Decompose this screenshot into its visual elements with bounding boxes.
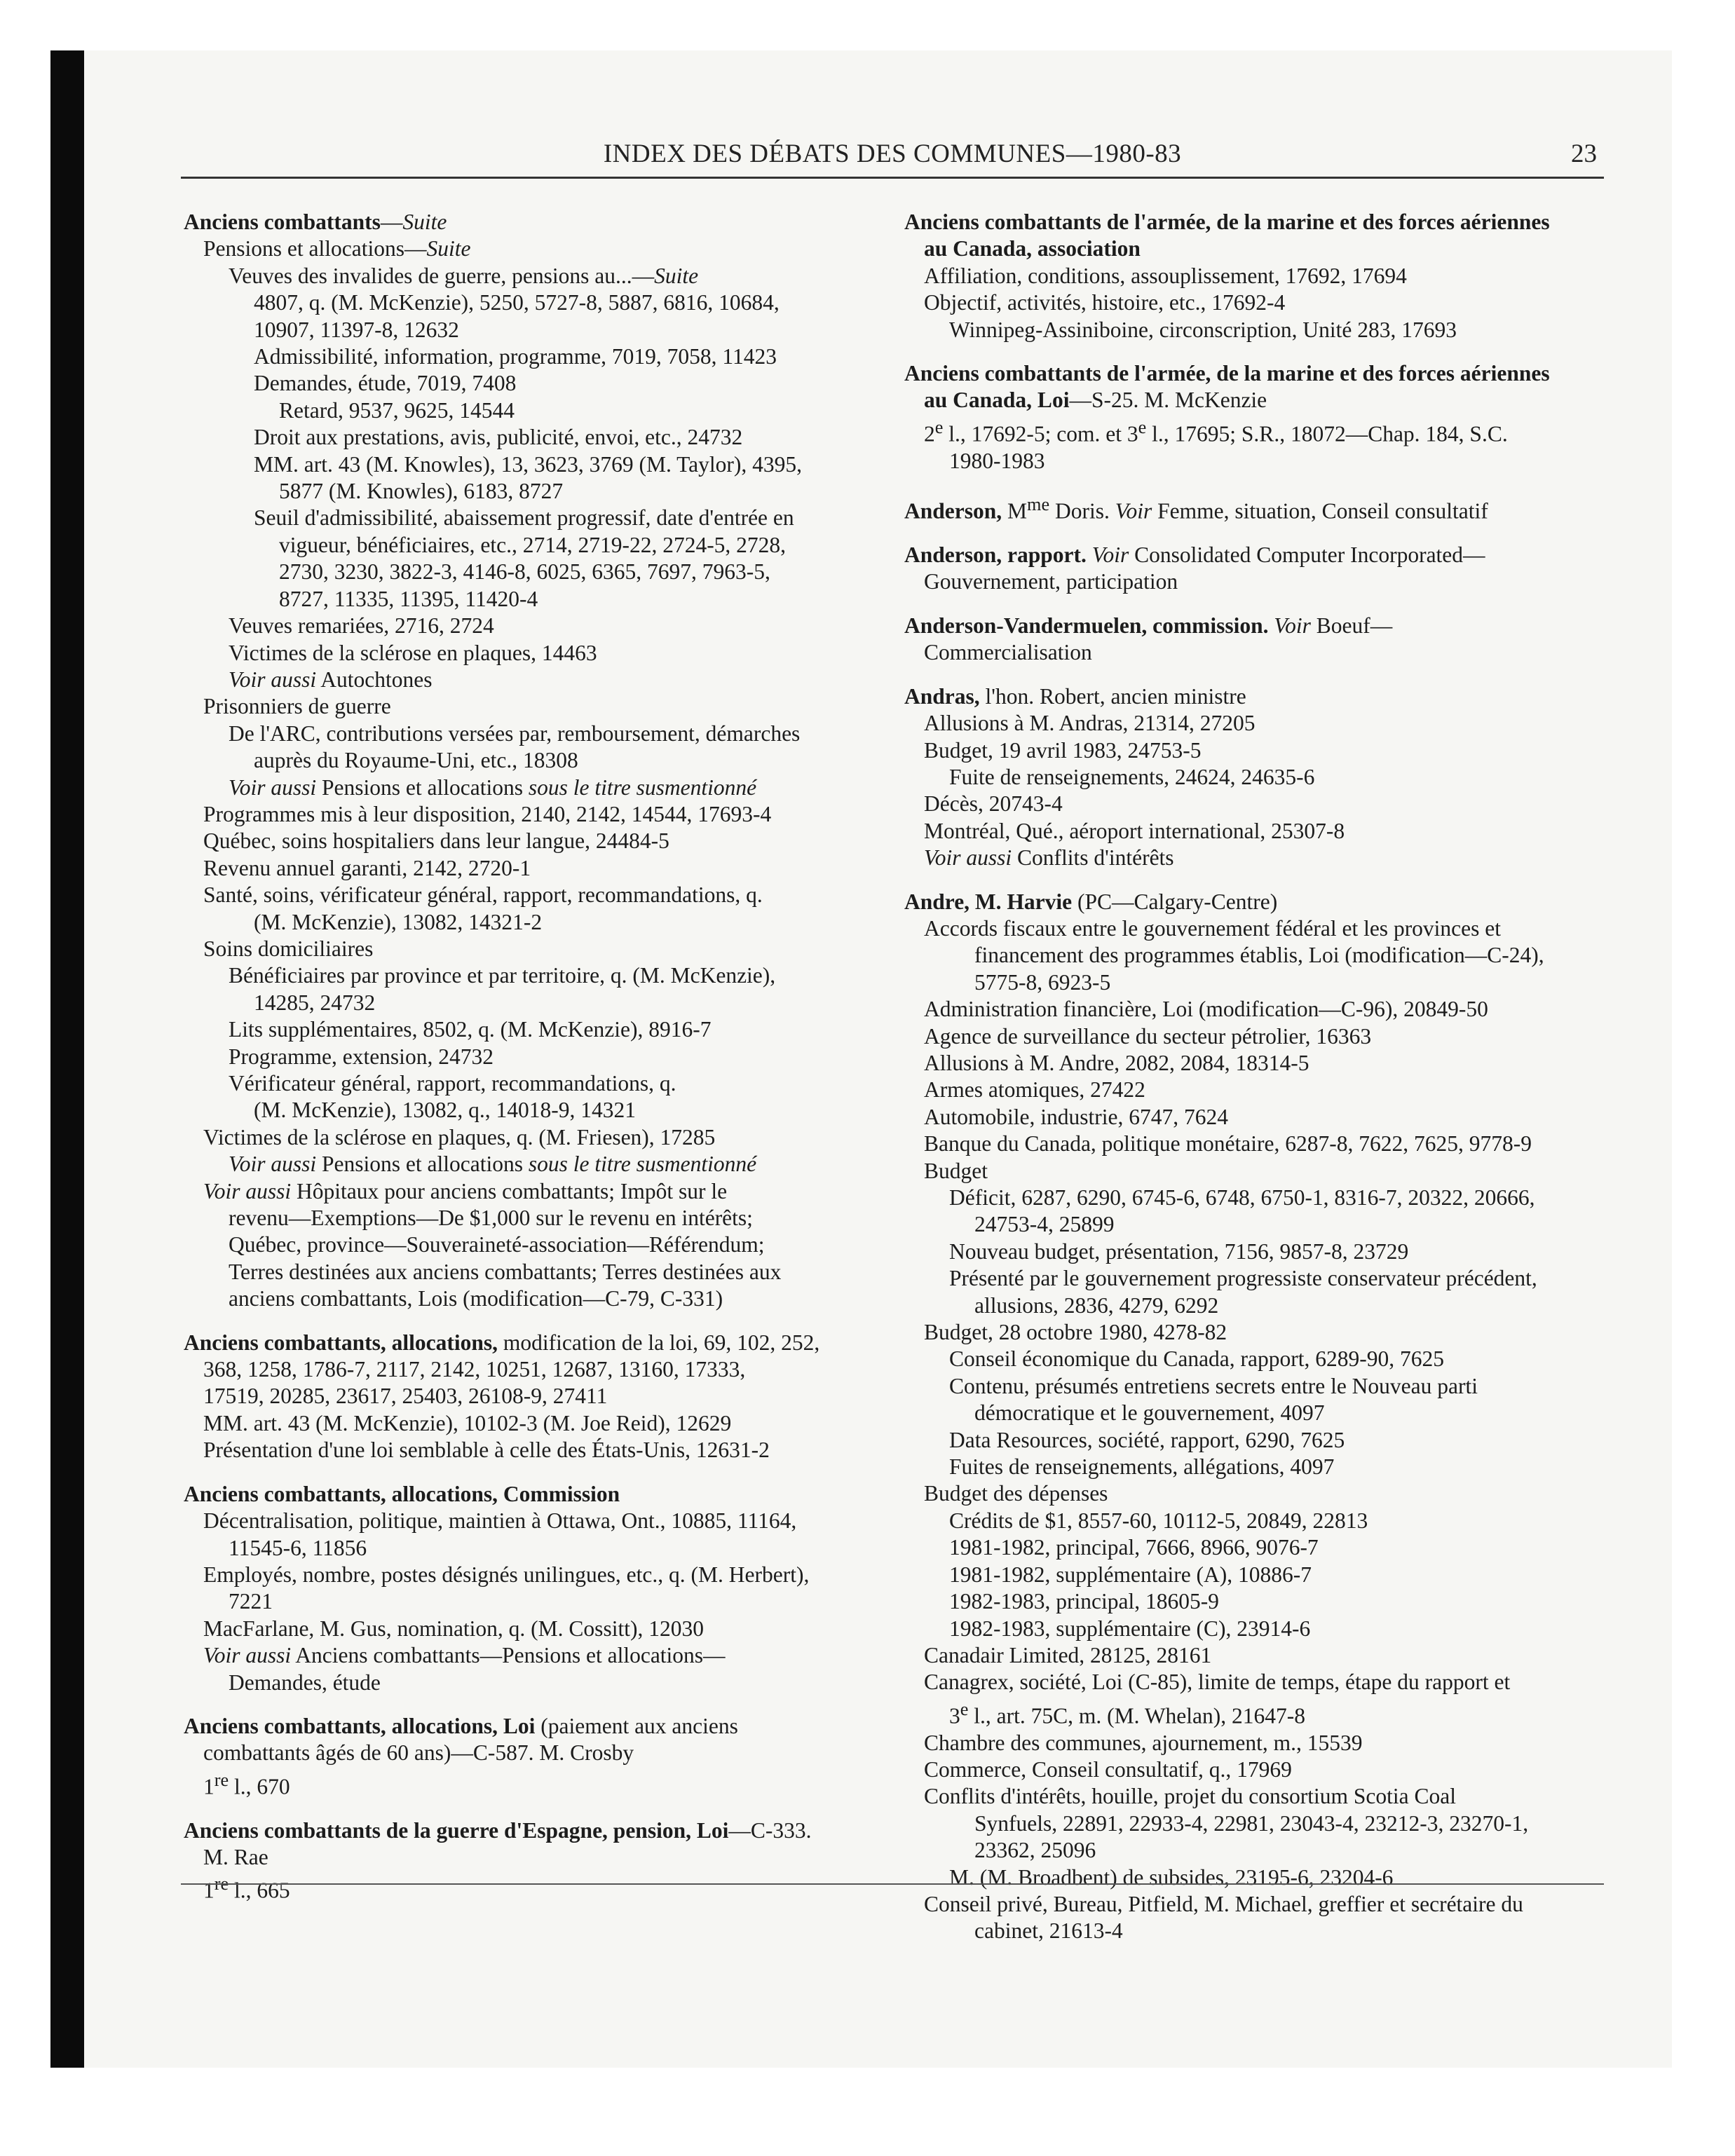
cross-reference-label: Voir aussi bbox=[229, 775, 317, 800]
entry-subline bbox=[904, 915, 1612, 942]
entry-text: Accords fiscaux entre le gouvernement fédéral et les provinces et bbox=[924, 915, 1502, 941]
entry-text: 5775-8, 6923-5 bbox=[974, 969, 1111, 995]
page-header bbox=[181, 139, 1604, 179]
entry-text: (paiement aux anciens bbox=[535, 1713, 738, 1738]
entry-subline bbox=[184, 1356, 885, 1383]
entry-text: Chambre des communes, ajournement, m., 15539 bbox=[924, 1730, 1363, 1755]
entry-subline bbox=[184, 1588, 885, 1615]
entry-term: au Canada, association bbox=[924, 236, 1141, 261]
cross-reference-label: Voir bbox=[1115, 498, 1152, 524]
entry-subline bbox=[904, 1918, 1612, 1944]
entry-subline bbox=[184, 962, 885, 989]
entry-text: Consolidated Computer Incorporated— bbox=[1129, 543, 1485, 568]
index-entry bbox=[904, 209, 1612, 343]
entry-subline bbox=[184, 828, 885, 854]
entry-subline bbox=[904, 791, 1612, 817]
entry-term: Anciens combattants de l'armée, de la marine et des forces aériennes bbox=[904, 361, 1550, 386]
entry-text: Droit aux prestations, avis, publicité, envoi, etc., 24732 bbox=[254, 425, 743, 450]
entry-subline bbox=[184, 936, 885, 962]
entry-subline bbox=[184, 263, 885, 289]
entry-text: M. (M. Broadbent) de subsides, 23195-6, 23204-6 bbox=[949, 1864, 1394, 1890]
entry-subline bbox=[904, 1891, 1612, 1918]
entry-subline bbox=[184, 667, 885, 693]
entry-subline bbox=[904, 1239, 1612, 1265]
entry-text: Budget des dépenses bbox=[924, 1481, 1108, 1506]
entry-subline bbox=[184, 1151, 885, 1178]
scan-edge-shadow bbox=[50, 50, 84, 2068]
entry-text: Commerce, Conseil consultatif, q., 17969 bbox=[924, 1757, 1292, 1782]
entry-text: Conflits d'intérêts, houille, projet du consortium Scotia Coal bbox=[924, 1784, 1456, 1809]
entry-text: 5877 (M. Knowles), 6183, 8727 bbox=[279, 479, 564, 504]
entry-text: Conseil privé, Bureau, Pitfield, M. Michael, greffier et secrétaire du bbox=[924, 1892, 1523, 1917]
entry-text: Soins domiciliaires bbox=[203, 936, 374, 961]
entry-text: Bénéficiaires par province et par territoire, q. (M. McKenzie), bbox=[229, 963, 776, 988]
entry-text: Boeuf— bbox=[1310, 613, 1393, 638]
entry-text: (M. McKenzie), 13082, 14321-2 bbox=[254, 909, 543, 934]
entry-text: Victimes de la sclérose en plaques, q. (M. Friesen), 17285 bbox=[203, 1124, 716, 1149]
entry-text: Gouvernement, participation bbox=[924, 569, 1178, 594]
entry-term: Anciens combattants, allocations, bbox=[184, 1330, 498, 1355]
entry-text: Budget bbox=[924, 1158, 988, 1183]
entry-text: Budget, 19 avril 1983, 24753-5 bbox=[924, 737, 1202, 763]
entry-heading-line bbox=[184, 1481, 885, 1508]
entry-subline bbox=[184, 370, 885, 397]
entry-text: Terres destinées aux anciens combattants; Terres destinées aux bbox=[229, 1259, 782, 1284]
entry-subline bbox=[904, 1373, 1612, 1400]
entry-subline bbox=[184, 909, 885, 936]
entry-subline bbox=[904, 710, 1612, 737]
entry-subline bbox=[904, 1400, 1612, 1426]
entry-text: me bbox=[1027, 494, 1050, 515]
entry-text: Programmes mis à leur disposition, 2140, 2142, 14544, 17693-4 bbox=[203, 801, 772, 826]
entry-subline bbox=[184, 1535, 885, 1562]
index-entry bbox=[904, 613, 1612, 667]
entry-text: Veuves remariées, 2716, 2724 bbox=[229, 613, 494, 639]
entry-text: 24753-4, 25899 bbox=[974, 1212, 1115, 1237]
entry-subline bbox=[904, 1588, 1612, 1615]
entry-subline bbox=[904, 1508, 1612, 1534]
entry-subline bbox=[904, 1131, 1612, 1157]
entry-text: combattants âgés de 60 ans)—C-587. M. Crosby bbox=[203, 1740, 634, 1766]
entry-text: e bbox=[960, 1698, 969, 1719]
entry-text: Pensions et allocations bbox=[316, 1152, 529, 1177]
entry-term: Anciens combattants, allocations, Commission bbox=[184, 1481, 620, 1506]
entry-subline bbox=[184, 1767, 885, 1801]
entry-subline bbox=[184, 478, 885, 505]
entry-subline bbox=[904, 737, 1612, 764]
entry-text: 7221 bbox=[229, 1589, 273, 1614]
entry-text: Admissibilité, information, programme, 7019, 7058, 11423 bbox=[254, 344, 777, 369]
entry-text: 2730, 3230, 3822-3, 4146-8, 6025, 6365, 7697, 7963-5, bbox=[279, 559, 770, 585]
entry-subline bbox=[184, 1562, 885, 1588]
cross-reference-label: Suite bbox=[654, 263, 699, 288]
entry-text: Commercialisation bbox=[924, 640, 1092, 665]
entry-subline bbox=[904, 236, 1612, 262]
entry-text: Déficit, 6287, 6290, 6745-6, 6748, 6750-1, 8316-7, 20322, 20666, bbox=[949, 1185, 1535, 1210]
entry-text: vigueur, bénéficiaires, etc., 2714, 2719-22, 2724-5, 2728, bbox=[279, 532, 787, 557]
entry-subline bbox=[184, 1410, 885, 1437]
entry-text: Prisonniers de guerre bbox=[203, 694, 391, 719]
entry-text: Pensions et allocations bbox=[316, 775, 529, 800]
entry-subline bbox=[904, 387, 1612, 414]
entry-subline bbox=[904, 1454, 1612, 1480]
entry-text: revenu—Exemptions—De $1,000 sur le revenu en intérêts; bbox=[229, 1206, 753, 1231]
entry-text: 1982-1983, principal, 18605-9 bbox=[949, 1589, 1219, 1614]
entry-subline bbox=[184, 1124, 885, 1151]
entry-text: Budget, 28 octobre 1980, 4278-82 bbox=[924, 1320, 1227, 1345]
entry-subline bbox=[184, 1383, 885, 1410]
entry-subline bbox=[184, 1070, 885, 1097]
entry-subline bbox=[904, 1346, 1612, 1372]
entry-subline bbox=[904, 1427, 1612, 1454]
entry-heading-line bbox=[904, 613, 1612, 639]
entry-text: anciens combattants, Lois (modification—C-79, C-331) bbox=[229, 1286, 723, 1311]
entry-subline bbox=[184, 424, 885, 451]
entry-subline bbox=[904, 1023, 1612, 1050]
entry-text: Nouveau budget, présentation, 7156, 9857-8, 23729 bbox=[949, 1239, 1409, 1264]
entry-subline bbox=[904, 639, 1612, 666]
index-entry bbox=[904, 889, 1612, 1945]
entry-text: Décès, 20743-4 bbox=[924, 791, 1063, 817]
entry-text: Crédits de $1, 8557-60, 10112-5, 20849, 22813 bbox=[949, 1508, 1368, 1533]
entry-subline bbox=[184, 721, 885, 747]
entry-subline bbox=[904, 1730, 1612, 1756]
entry-subline bbox=[184, 586, 885, 613]
entry-text: l., 17692-5; com. et 3 bbox=[943, 421, 1138, 446]
entry-heading-line bbox=[904, 360, 1612, 387]
entry-text: 14285, 24732 bbox=[254, 990, 376, 1015]
entry-subline bbox=[184, 1205, 885, 1231]
entry-subline bbox=[904, 845, 1612, 871]
cross-reference-label: sous le titre susmentionné bbox=[528, 1152, 757, 1177]
cross-reference-label: Voir aussi bbox=[229, 667, 317, 692]
cross-reference-label: Voir aussi bbox=[924, 845, 1012, 871]
entry-text: l'hon. Robert, ancien ministre bbox=[979, 683, 1246, 709]
entry-text: Winnipeg-Assiniboine, circonscription, Unité 283, 17693 bbox=[949, 317, 1457, 342]
entry-heading-line bbox=[904, 542, 1612, 568]
entry-subline bbox=[184, 1670, 885, 1696]
entry-heading-line bbox=[184, 1713, 885, 1740]
entry-text: Hôpitaux pour anciens combattants; Impôt sur le bbox=[291, 1178, 728, 1203]
entry-subline bbox=[184, 343, 885, 370]
entry-heading-line bbox=[184, 1330, 885, 1356]
entry-subline bbox=[184, 882, 885, 908]
entry-subline bbox=[904, 1642, 1612, 1669]
entry-subline bbox=[904, 1864, 1612, 1891]
entry-text: Pensions et allocations— bbox=[203, 236, 427, 261]
index-entry bbox=[184, 1817, 885, 1905]
entry-subline bbox=[904, 1783, 1612, 1810]
entry-subline bbox=[184, 317, 885, 343]
entry-text: Lits supplémentaires, 8502, q. (M. McKenzie), 8916-7 bbox=[229, 1017, 712, 1042]
entry-text: (PC—Calgary-Centre) bbox=[1072, 889, 1278, 914]
entry-subline bbox=[184, 559, 885, 585]
entry-subline bbox=[184, 801, 885, 828]
entry-text: 17519, 20285, 23617, 25403, 26108-9, 27411 bbox=[203, 1384, 608, 1409]
entry-subline bbox=[184, 1044, 885, 1070]
entry-subline bbox=[904, 1756, 1612, 1783]
entry-text: modification de la loi, 69, 102, 252, bbox=[498, 1330, 820, 1355]
entry-text: Femme, situation, Conseil consultatif bbox=[1152, 498, 1488, 524]
entry-text: 2 bbox=[924, 421, 935, 446]
entry-text: Employés, nombre, postes désignés unilingues, etc., q. (M. Herbert), bbox=[203, 1562, 810, 1587]
entry-text: Montréal, Qué., aéroport international, 25307-8 bbox=[924, 818, 1345, 843]
entry-heading-line bbox=[184, 209, 885, 236]
entry-text: (M. McKenzie), 13082, q., 14018-9, 14321 bbox=[254, 1098, 637, 1123]
entry-subline bbox=[904, 414, 1612, 448]
entry-text: M. Rae bbox=[203, 1845, 268, 1870]
entry-text: 23362, 25096 bbox=[974, 1838, 1096, 1863]
entry-subline bbox=[904, 448, 1612, 475]
entry-subline bbox=[904, 1050, 1612, 1077]
entry-text: 1 bbox=[203, 1878, 215, 1903]
entry-text: Décentralisation, politique, maintien à Ottawa, Ont., 10885, 11164, bbox=[203, 1508, 797, 1534]
entry-text: Objectif, activités, histoire, etc., 17692-4 bbox=[924, 290, 1286, 315]
cross-reference-label: sous le titre susmentionné bbox=[528, 775, 757, 800]
footer-rule bbox=[181, 1883, 1604, 1885]
entry-text: Allusions à M. Andras, 21314, 27205 bbox=[924, 711, 1256, 736]
entry-subline bbox=[904, 1562, 1612, 1588]
entry-text: démocratique et le gouvernement, 4097 bbox=[974, 1400, 1325, 1426]
index-entry bbox=[904, 491, 1612, 525]
entry-text: Affiliation, conditions, assouplissement, 17692, 17694 bbox=[924, 263, 1407, 288]
entry-subline bbox=[184, 1871, 885, 1904]
left-column bbox=[184, 209, 885, 1921]
entry-text: financement des programmes établis, Loi (modification—C-24), bbox=[974, 943, 1544, 968]
entry-subline bbox=[904, 317, 1612, 343]
entry-subline bbox=[184, 532, 885, 559]
entry-term: Andre, M. Harvie bbox=[904, 889, 1073, 914]
entry-heading-line bbox=[184, 1817, 885, 1844]
entry-text: 1981-1982, principal, 7666, 8966, 9076-7 bbox=[949, 1535, 1319, 1560]
entry-subline bbox=[184, 1016, 885, 1043]
entry-text: 3 bbox=[949, 1703, 960, 1728]
entry-term: Anciens combattants de l'armée, de la marine et des forces aériennes bbox=[904, 210, 1550, 234]
entry-subline bbox=[904, 1810, 1612, 1837]
entry-text: Demandes, étude, 7019, 7408 bbox=[254, 371, 517, 396]
entry-text: Contenu, présumés entretiens secrets entre le Nouveau parti bbox=[949, 1373, 1478, 1398]
entry-subline bbox=[904, 1211, 1612, 1238]
entry-text: 1982-1983, supplémentaire (C), 23914-6 bbox=[949, 1616, 1311, 1641]
entry-term: Anderson, bbox=[904, 498, 1002, 524]
entry-subline bbox=[184, 1437, 885, 1464]
index-entry bbox=[904, 360, 1612, 475]
entry-text: Conflits d'intérêts bbox=[1012, 845, 1174, 871]
entry-text: Armes atomiques, 27422 bbox=[924, 1077, 1145, 1103]
entry-subline bbox=[184, 1231, 885, 1258]
entry-text: Santé, soins, vérificateur général, rapport, recommandations, q. bbox=[203, 882, 763, 908]
entry-subline bbox=[904, 263, 1612, 289]
entry-subline bbox=[184, 855, 885, 882]
entry-text: allusions, 2836, 4279, 6292 bbox=[974, 1292, 1219, 1318]
entry-text: Canadair Limited, 28125, 28161 bbox=[924, 1642, 1212, 1667]
right-column bbox=[904, 209, 1612, 1962]
cross-reference-label: Voir bbox=[1274, 613, 1311, 638]
entry-text: Synfuels, 22891, 22933-4, 22981, 23043-4, 23212-3, 23270-1, bbox=[974, 1810, 1529, 1836]
entry-text: Autochtones bbox=[316, 667, 433, 692]
entry-subline bbox=[184, 613, 885, 639]
entry-text: 1 bbox=[203, 1774, 215, 1799]
index-entry bbox=[904, 542, 1612, 596]
index-entry bbox=[184, 1481, 885, 1696]
entry-subline bbox=[904, 1669, 1612, 1696]
entry-text: Présentation d'une loi semblable à celle des États-Unis, 12631-2 bbox=[203, 1438, 770, 1463]
entry-text: Allusions à M. Andre, 2082, 2084, 18314-5 bbox=[924, 1050, 1309, 1075]
entry-text: 11545-6, 11856 bbox=[229, 1535, 367, 1560]
entry-text: e bbox=[934, 416, 944, 437]
entry-text: Québec, province—Souveraineté-association—Référendum; bbox=[229, 1232, 765, 1257]
entry-text: Anciens combattants—Pensions et allocations— bbox=[291, 1643, 726, 1668]
entry-subline bbox=[184, 1097, 885, 1124]
entry-text: cabinet, 21613-4 bbox=[974, 1918, 1123, 1944]
entry-subline bbox=[904, 1104, 1612, 1131]
cross-reference-label: Voir aussi bbox=[203, 1643, 292, 1668]
index-entry bbox=[184, 209, 885, 1313]
entry-term: Anciens combattants bbox=[184, 210, 381, 234]
entry-text: Programme, extension, 24732 bbox=[229, 1044, 494, 1069]
entry-subline bbox=[904, 568, 1612, 595]
entry-text: l., 17695; S.R., 18072—Chap. 184, S.C. bbox=[1146, 421, 1508, 446]
entry-text: Data Resources, société, rapport, 6290, 7625 bbox=[949, 1427, 1345, 1452]
entry-subline bbox=[184, 236, 885, 262]
entry-subline bbox=[184, 1642, 885, 1669]
entry-subline bbox=[904, 289, 1612, 316]
entry-text: Administration financière, Loi (modification—C-96), 20849-50 bbox=[924, 997, 1488, 1022]
entry-subline bbox=[904, 942, 1612, 969]
entry-text: —S-25. M. McKenzie bbox=[1069, 388, 1267, 413]
entry-subline bbox=[184, 775, 885, 801]
entry-subline bbox=[904, 1319, 1612, 1346]
entry-subline bbox=[184, 1740, 885, 1766]
entry-heading-line bbox=[904, 889, 1612, 915]
entry-subline bbox=[904, 1480, 1612, 1507]
entry-text: MM. art. 43 (M. Knowles), 13, 3623, 3769 (M. Taylor), 4395, bbox=[254, 451, 803, 477]
entry-term: au Canada, Loi bbox=[924, 388, 1070, 413]
entry-term: Anciens combattants de la guerre d'Espagne, pension, Loi bbox=[184, 1817, 729, 1843]
running-title: INDEX DES DÉBATS DES COMMUNES—1980-83 bbox=[603, 139, 1182, 168]
entry-subline bbox=[904, 1265, 1612, 1292]
entry-subline bbox=[904, 1616, 1612, 1642]
entry-subline bbox=[184, 505, 885, 531]
entry-text: 10907, 11397-8, 12632 bbox=[254, 317, 459, 342]
entry-subline bbox=[184, 1616, 885, 1642]
entry-text: e bbox=[1138, 416, 1147, 437]
entry-text: auprès du Royaume-Uni, etc., 18308 bbox=[254, 748, 578, 773]
entry-text: 368, 1258, 1786-7, 2117, 2142, 10251, 12687, 13160, 17333, bbox=[203, 1357, 746, 1382]
entry-subline bbox=[184, 1844, 885, 1871]
entry-text: l., 670 bbox=[229, 1774, 290, 1799]
entry-subline bbox=[184, 1285, 885, 1312]
entry-text: Victimes de la sclérose en plaques, 14463 bbox=[229, 640, 597, 665]
entry-text: Présenté par le gouvernement progressiste conservateur précédent, bbox=[949, 1266, 1537, 1291]
entry-text: Vérificateur général, rapport, recommandations, q. bbox=[229, 1071, 676, 1096]
entry-text: re bbox=[214, 1874, 229, 1895]
entry-text: l., art. 75C, m. (M. Whelan), 21647-8 bbox=[968, 1703, 1305, 1728]
entry-text: Revenu annuel garanti, 2142, 2720-1 bbox=[203, 855, 531, 880]
entry-subline bbox=[904, 764, 1612, 791]
cross-reference-label: Suite bbox=[426, 236, 471, 261]
entry-text: Fuites de renseignements, allégations, 4097 bbox=[949, 1454, 1335, 1480]
entry-text: Automobile, industrie, 6747, 7624 bbox=[924, 1104, 1228, 1129]
entry-text: Fuite de renseignements, 24624, 24635-6 bbox=[949, 764, 1315, 789]
cross-reference-label: Suite bbox=[402, 210, 447, 234]
entry-subline bbox=[904, 969, 1612, 996]
entry-heading-line bbox=[904, 209, 1612, 236]
index-entry bbox=[184, 1713, 885, 1801]
entry-subline bbox=[184, 640, 885, 667]
cross-reference-label: Voir aussi bbox=[229, 1152, 317, 1177]
entry-text: Québec, soins hospitaliers dans leur langue, 24484-5 bbox=[203, 828, 669, 854]
page-number: 23 bbox=[1571, 139, 1597, 168]
entry-subline bbox=[904, 1837, 1612, 1864]
entry-text: — bbox=[380, 210, 403, 234]
entry-subline bbox=[904, 996, 1612, 1023]
entry-text: Doris. bbox=[1049, 498, 1115, 524]
entry-subline bbox=[904, 1696, 1612, 1730]
entry-text: l., 665 bbox=[229, 1878, 290, 1903]
entry-text: 8727, 11335, 11395, 11420-4 bbox=[279, 586, 538, 611]
entry-heading-line bbox=[904, 683, 1612, 710]
entry-text: Seuil d'admissibilité, abaissement progressif, date d'entrée en bbox=[254, 505, 794, 531]
entry-subline bbox=[184, 397, 885, 424]
entry-text: Veuves des invalides de guerre, pensions au...— bbox=[229, 263, 655, 288]
cross-reference-label: Voir aussi bbox=[203, 1178, 292, 1203]
entry-text: MM. art. 43 (M. McKenzie), 10102-3 (M. Joe Reid), 12629 bbox=[203, 1410, 732, 1435]
cross-reference-label: Voir bbox=[1091, 543, 1129, 568]
entry-text: 1981-1982, supplémentaire (A), 10886-7 bbox=[949, 1562, 1312, 1587]
entry-text: —C-333. bbox=[728, 1817, 812, 1843]
entry-heading-line bbox=[904, 491, 1612, 525]
entry-subline bbox=[904, 1158, 1612, 1185]
entry-term: Anciens combattants, allocations, Loi bbox=[184, 1713, 536, 1738]
entry-text: re bbox=[214, 1769, 229, 1790]
entry-term: Anderson-Vandermuelen, commission. bbox=[904, 613, 1269, 638]
entry-text: De l'ARC, contributions versées par, remboursement, démarches bbox=[229, 721, 801, 746]
entry-text: Banque du Canada, politique monétaire, 6287-8, 7622, 7625, 9778-9 bbox=[924, 1131, 1532, 1157]
entry-text: Canagrex, société, Loi (C-85), limite de temps, étape du rapport et bbox=[924, 1670, 1511, 1695]
entry-text: Agence de surveillance du secteur pétrolier, 16363 bbox=[924, 1023, 1372, 1049]
entry-subline bbox=[904, 1185, 1612, 1211]
entry-subline bbox=[904, 1534, 1612, 1561]
entry-text: MacFarlane, M. Gus, nomination, q. (M. Cossitt), 12030 bbox=[203, 1616, 704, 1641]
entry-text: 4807, q. (M. McKenzie), 5250, 5727-8, 5887, 6816, 10684, bbox=[254, 290, 780, 315]
entry-subline bbox=[904, 818, 1612, 845]
entry-subline bbox=[184, 1178, 885, 1205]
index-entry bbox=[184, 1330, 885, 1464]
entry-text: Demandes, étude bbox=[229, 1670, 381, 1695]
entry-text: Conseil économique du Canada, rapport, 6289-90, 7625 bbox=[949, 1346, 1444, 1372]
entry-text: Retard, 9537, 9625, 14544 bbox=[279, 397, 515, 423]
entry-text: M bbox=[1002, 498, 1028, 524]
entry-subline bbox=[904, 1077, 1612, 1103]
entry-term: Anderson, rapport. bbox=[904, 543, 1087, 568]
index-entry bbox=[904, 683, 1612, 872]
entry-subline bbox=[184, 990, 885, 1016]
entry-subline bbox=[184, 1259, 885, 1285]
entry-subline bbox=[184, 693, 885, 720]
entry-subline bbox=[184, 1508, 885, 1534]
entry-subline bbox=[184, 451, 885, 478]
entry-term: Andras, bbox=[904, 683, 980, 709]
entry-subline bbox=[184, 747, 885, 774]
entry-subline bbox=[904, 1292, 1612, 1319]
entry-subline bbox=[184, 289, 885, 316]
entry-text bbox=[1087, 543, 1092, 567]
entry-text: 1980-1983 bbox=[949, 448, 1045, 473]
